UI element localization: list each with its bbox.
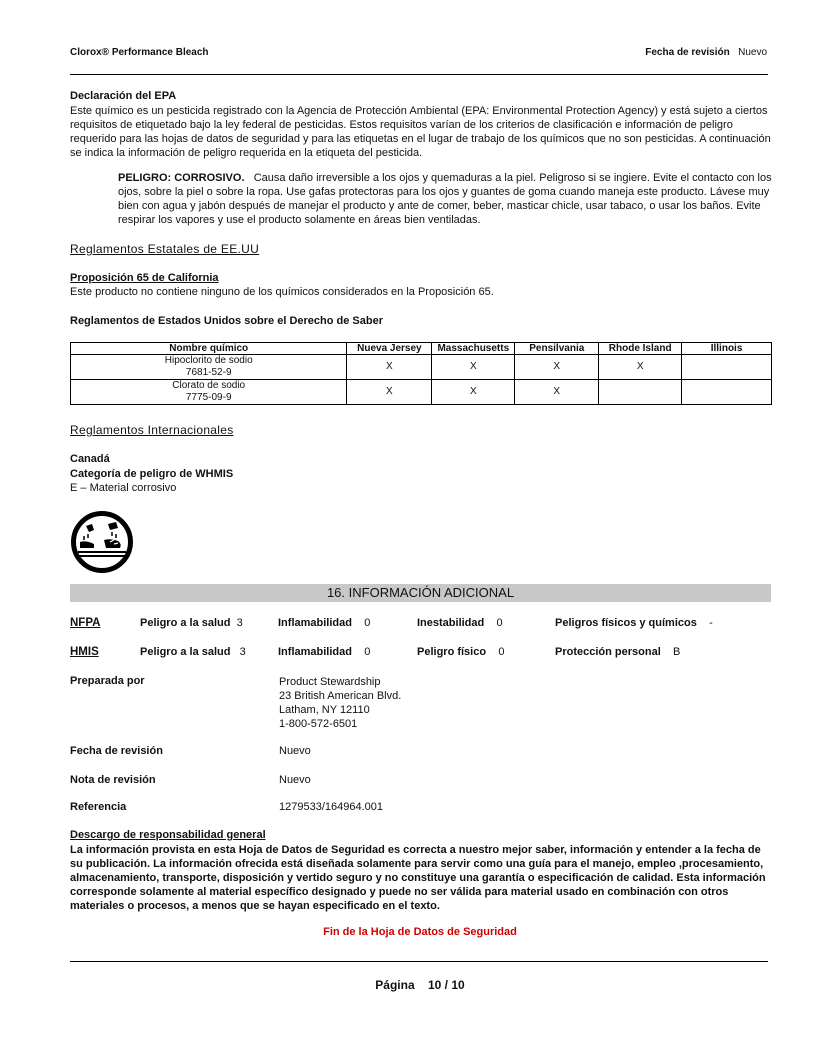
hmis-prot	[555, 646, 680, 658]
cell-ri	[599, 380, 682, 405]
prop65-text: Este producto no contiene ninguno de los químicos considerados en la Proposición 65.	[70, 286, 494, 298]
page-value: 10 / 10	[428, 978, 465, 992]
nfpa-instab-value: 0	[496, 617, 503, 629]
page-label: Página	[375, 978, 415, 992]
whmis-title: Categoría de peligro de WHMIS	[70, 468, 234, 480]
prepared-line: 23 British American Blvd.	[279, 690, 402, 702]
hmis-flam-value: 0	[364, 646, 371, 658]
canada-title: Canadá	[70, 453, 110, 465]
disclaimer-title: Descargo de responsabilidad general	[70, 829, 266, 841]
corrosive-pictogram-icon	[70, 510, 134, 574]
header-divider	[70, 74, 768, 75]
right-to-know-table	[70, 342, 772, 405]
table-row	[71, 380, 772, 405]
hmis-phys-value: 0	[498, 646, 505, 658]
rtk-title: Reglamentos de Estados Unidos sobre el Derecho de Saber	[70, 315, 383, 327]
chemical-cas: 7681-52-9	[185, 367, 232, 378]
col-header: Illinois	[682, 343, 772, 355]
state-regs-title: Reglamentos Estatales de EE.UU	[70, 242, 260, 256]
rev-note-label: Nota de revisión	[70, 774, 156, 786]
prepared-label: Preparada por	[70, 675, 145, 687]
rev-date-value: Nuevo	[279, 745, 311, 757]
table-header-row	[71, 343, 772, 355]
disclaimer-text: La información provista en esta Hoja de Datos de Seguridad es correcta a nuestro mejor saber, información y entender a la fecha de su publicación. La información ofrecida está diseñada solamente para servir como una guía para el manejo, empleo ,procesamiento, almacenamiento, transporte, disposición y vertido seguro y no constituye una garantía o especificación de calidad. Esta información corresponde solamente al material específico designado y puede no ser válida para material usado en combinación con otros materiales o procesos, a menos que se hayan especificado en el texto.	[70, 844, 766, 912]
revision-header	[645, 47, 767, 58]
hmis-health-label: Peligro a la salud	[140, 646, 231, 658]
chemical-cell	[71, 355, 347, 380]
end-of-sheet: Fin de la Hoja de Datos de Seguridad	[323, 926, 517, 938]
hmis-phys	[417, 646, 504, 658]
section-16-header: 16. INFORMACIÓN ADICIONAL	[70, 584, 771, 602]
cell-nj: X	[347, 355, 432, 380]
reference-label: Referencia	[70, 801, 127, 813]
nfpa-health-label: Peligro a la salud	[140, 617, 231, 629]
chemical-cell	[71, 380, 347, 405]
hmis-prot-label: Protección personal	[555, 646, 661, 658]
nfpa-phys	[555, 617, 713, 629]
hmis-flam	[278, 646, 370, 658]
whmis-value: E – Material corrosivo	[70, 482, 177, 494]
danger-text: Causa daño irreversible a los ojos y quemaduras a la piel. Peligroso si se ingiere. Evite el contacto con los ojos, sobre la piel o sobre la ropa. Use gafas protectoras para los ojos y guantes de goma cuando maneja este producto. Lávese muy bien con agua y jabón después de manejar el producto y ante de comer, beber, masticar chicle, usar tabaco, o usar los baños. Evite respirar los vapores y use el producto solamente en áreas bien ventiladas.	[118, 172, 772, 226]
cell-il	[682, 355, 772, 380]
cell-nj: X	[347, 380, 432, 405]
product-name: Clorox® Performance Bleach	[70, 47, 209, 58]
chemical-cas: 7775-09-9	[185, 392, 232, 403]
col-header: Nombre químico	[71, 343, 347, 355]
rev-date-label: Fecha de revisión	[70, 745, 163, 757]
nfpa-label: NFPA	[70, 617, 101, 629]
nfpa-flam-value: 0	[364, 617, 371, 629]
cell-ma: X	[432, 380, 515, 405]
cell-ri: X	[599, 355, 682, 380]
hmis-health-value: 3	[239, 646, 246, 658]
nfpa-flam-label: Inflamabilidad	[278, 617, 352, 629]
hmis-label: HMIS	[70, 646, 99, 658]
prepared-address	[279, 675, 401, 731]
epa-danger	[118, 171, 772, 227]
intl-regs-title: Reglamentos Internacionales	[70, 423, 234, 437]
nfpa-instab	[417, 617, 503, 629]
hmis-flam-label: Inflamabilidad	[278, 646, 352, 658]
cell-pa: X	[515, 380, 599, 405]
nfpa-instab-label: Inestabilidad	[417, 617, 485, 629]
col-header: Nueva Jersey	[347, 343, 432, 355]
rev-note-value: Nuevo	[279, 774, 311, 786]
prepared-line: Product Stewardship	[279, 676, 381, 688]
nfpa-health	[140, 617, 243, 629]
col-header: Pensilvania	[515, 343, 599, 355]
nfpa-phys-value: -	[709, 617, 713, 629]
cell-pa: X	[515, 355, 599, 380]
hmis-health	[140, 646, 246, 658]
chemical-name: Hipoclorito de sodio	[164, 355, 253, 366]
col-header: Rhode Island	[599, 343, 682, 355]
chemical-name: Clorato de sodio	[172, 380, 246, 391]
page-number	[0, 978, 816, 992]
cell-il	[682, 380, 772, 405]
prepared-line: 1-800-572-6501	[279, 718, 358, 730]
nfpa-phys-label: Peligros físicos y químicos	[555, 617, 697, 629]
epa-body: Este químico es un pesticida registrado con la Agencia de Protección Ambiental (EPA: Environmental Protection Agency) y está sujeto a ciertos requisitos de etiquetado bajo la ley federal de pesticidas. Estos requisitos varían de los criterios de clasificación e información de peligro requerido para las hojas de datos de seguridad y para las etiquetas en el lugar de trabajo de los químicos que no son pesticidas. A continuación se indica la información de peligro requerida en la etiqueta del pesticida.	[70, 105, 771, 159]
revision-header-label: Fecha de revisión	[645, 47, 730, 58]
prepared-line: Latham, NY 12110	[279, 704, 370, 716]
hmis-phys-label: Peligro físico	[417, 646, 487, 658]
epa-title: Declaración del EPA	[70, 90, 177, 102]
col-header: Massachusetts	[432, 343, 515, 355]
table-row	[71, 355, 772, 380]
prop65-title: Proposición 65 de California	[70, 272, 219, 284]
cell-ma: X	[432, 355, 515, 380]
revision-header-value: Nuevo	[738, 47, 767, 58]
hmis-prot-value: B	[673, 646, 681, 658]
nfpa-flam	[278, 617, 370, 629]
footer-divider	[70, 961, 768, 962]
reference-value: 1279533/164964.001	[279, 801, 383, 813]
nfpa-health-value: 3	[236, 617, 243, 629]
danger-label: PELIGRO: CORROSIVO.	[118, 172, 245, 184]
